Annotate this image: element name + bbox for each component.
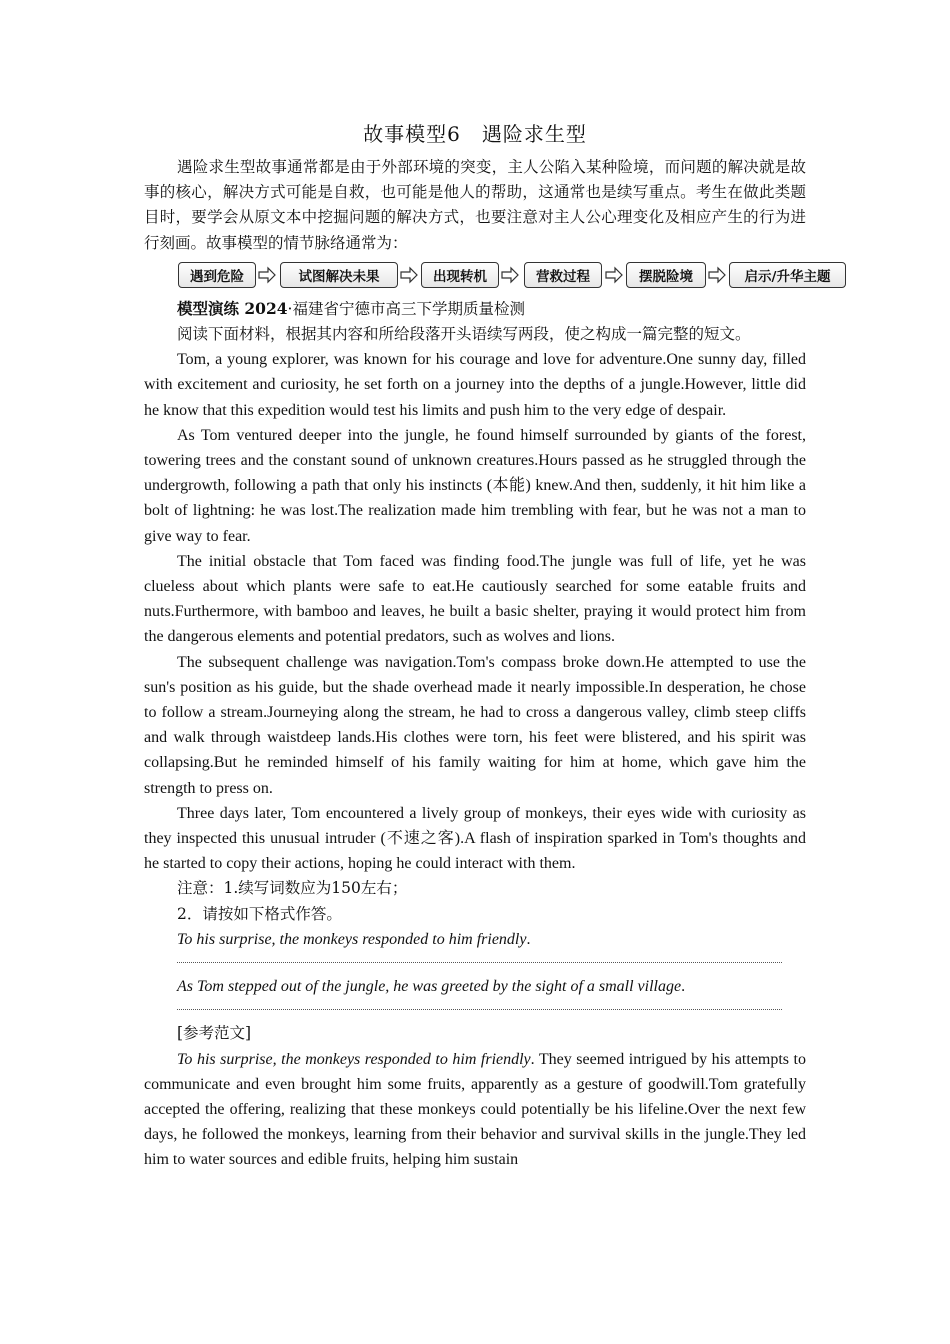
arrow-right-icon xyxy=(501,266,519,284)
prompt-1-text: To his surprise, the monkeys responded to him friendly xyxy=(177,930,527,948)
note-2: 2．请按如下格式作答。 xyxy=(177,904,342,923)
flow-step-1: 遇到危险 xyxy=(178,262,256,288)
flow-step-2: 试图解决未果 xyxy=(280,262,398,288)
practice-label: 模型演练 2024 xyxy=(177,298,288,318)
story-paragraph-3: The initial obstacle that Tom faced was finding food.The jungle was full of life, yet he was clueless about which plants were safe to eat.He cautiously searched for some eatable fruits and nuts.Furthermore, with bamboo and leaves, he built a basic shelter, praying it would protect him from the dangerous elements and potential predators, such as wolves and lions. xyxy=(144,552,806,646)
answer-line-2 xyxy=(177,1009,782,1011)
story-paragraph-5: Three days later, Tom encountered a lively group of monkeys, their eyes wide with curiosity as they inspected this unusual intruder (不速之客).A flash of inspiration sparked in Tom's thoughts and he started to copy their actions, hoping he could interact with them. xyxy=(144,804,806,873)
document-page xyxy=(144,118,831,1173)
story-paragraph-2: As Tom ventured deeper into the jungle, he found himself surrounded by giants of the forest, towering trees and the constant sound of unknown creatures.Hours passed as he struggled through the undergrowth, following a path that only his instincts (本能) knew.And then, suddenly, it hit him like a bolt of lightning: he was lost.The realization made him trembling with fear, but he was not a man to give way to fear. xyxy=(144,426,806,545)
reference-label: [参考范文] xyxy=(177,1024,252,1043)
practice-source: ·福建省宁德市高三下学期质量检测 xyxy=(287,299,525,318)
flow-step-3: 出现转机 xyxy=(421,262,499,288)
story-paragraph-4: The subsequent challenge was navigation.Tom's compass broke down.He attempted to use the sun's position as his guide, but the shade overhead made it nearly impossible.In desperation, he chose to follow a stream.Journeying along the stream, he had to cross a dangerous valley, climb steep cliffs and walk through waistdeep lands.His clothes were torn, his feet were blistered, and his spirit was collapsing.But he reminded himself of his family waiting for him at home, which gave him the strength to press on. xyxy=(144,653,806,797)
intro-paragraph: 遇险求生型故事通常都是由于外部环境的突变，主人公陷入某种险境，而问题的解决就是故事的核心，解决方式可能是自救，也可能是他人的帮助，这通常也是续写重点。考生在做此类题目时，要学会从原文本中挖掘问题的解决方式，也要注意对主人公心理变化及相应产生的行为进行刻画。故事模型的情节脉络通常为： xyxy=(144,158,806,252)
reference-paragraph xyxy=(144,1047,806,1173)
arrow-right-icon xyxy=(258,266,276,284)
practice-heading xyxy=(144,296,806,322)
flow-step-6: 启示/升华主题 xyxy=(729,262,846,288)
prompt-1: To his surprise, the monkeys responded to him friendly. xyxy=(177,930,531,948)
reference-opening: To his surprise, the monkeys responded to him friendly xyxy=(177,1050,531,1068)
prompt-2-text: As Tom stepped out of the jungle, he was greeted by the sight of a small village xyxy=(177,978,682,996)
reference-text: . They seemed intrigued by his attempts to communicate and even brought him some fruits, apparently as a gesture of goodwill.Tom gratefully accepted the offering, realizing that these monkeys could potentially be his lifeline.Over the next few days, he followed the monkeys, learning from their behavior and survival skills in the jungle.They led him to water sources and edible fruits, helping him sustain xyxy=(144,1050,807,1169)
page-title: 故事模型6 遇险求生型 xyxy=(363,122,587,146)
arrow-right-icon xyxy=(400,266,418,284)
note-1: 注意：1.续写词数应为150左右； xyxy=(177,879,408,898)
answer-line-1 xyxy=(177,962,782,964)
prompt-2: As Tom stepped out of the jungle, he was greeted by the sight of a small village. xyxy=(177,978,686,996)
arrow-right-icon xyxy=(605,266,623,284)
plot-flow-diagram xyxy=(144,258,831,292)
flow-step-5: 摆脱险境 xyxy=(626,262,706,288)
flow-step-4: 营救过程 xyxy=(524,262,602,288)
story-paragraph-1: Tom, a young explorer, was known for his courage and love for adventure.One sunny day, filled with excitement and curiosity, he set forth on a journey into the depths of a jungle.However, little did he know that this expedition would test his limits and push him to the very edge of despair. xyxy=(144,351,806,419)
instruction: 阅读下面材料，根据其内容和所给段落开头语续写两段，使之构成一篇完整的短文。 xyxy=(177,325,751,344)
arrow-right-icon xyxy=(708,266,726,284)
